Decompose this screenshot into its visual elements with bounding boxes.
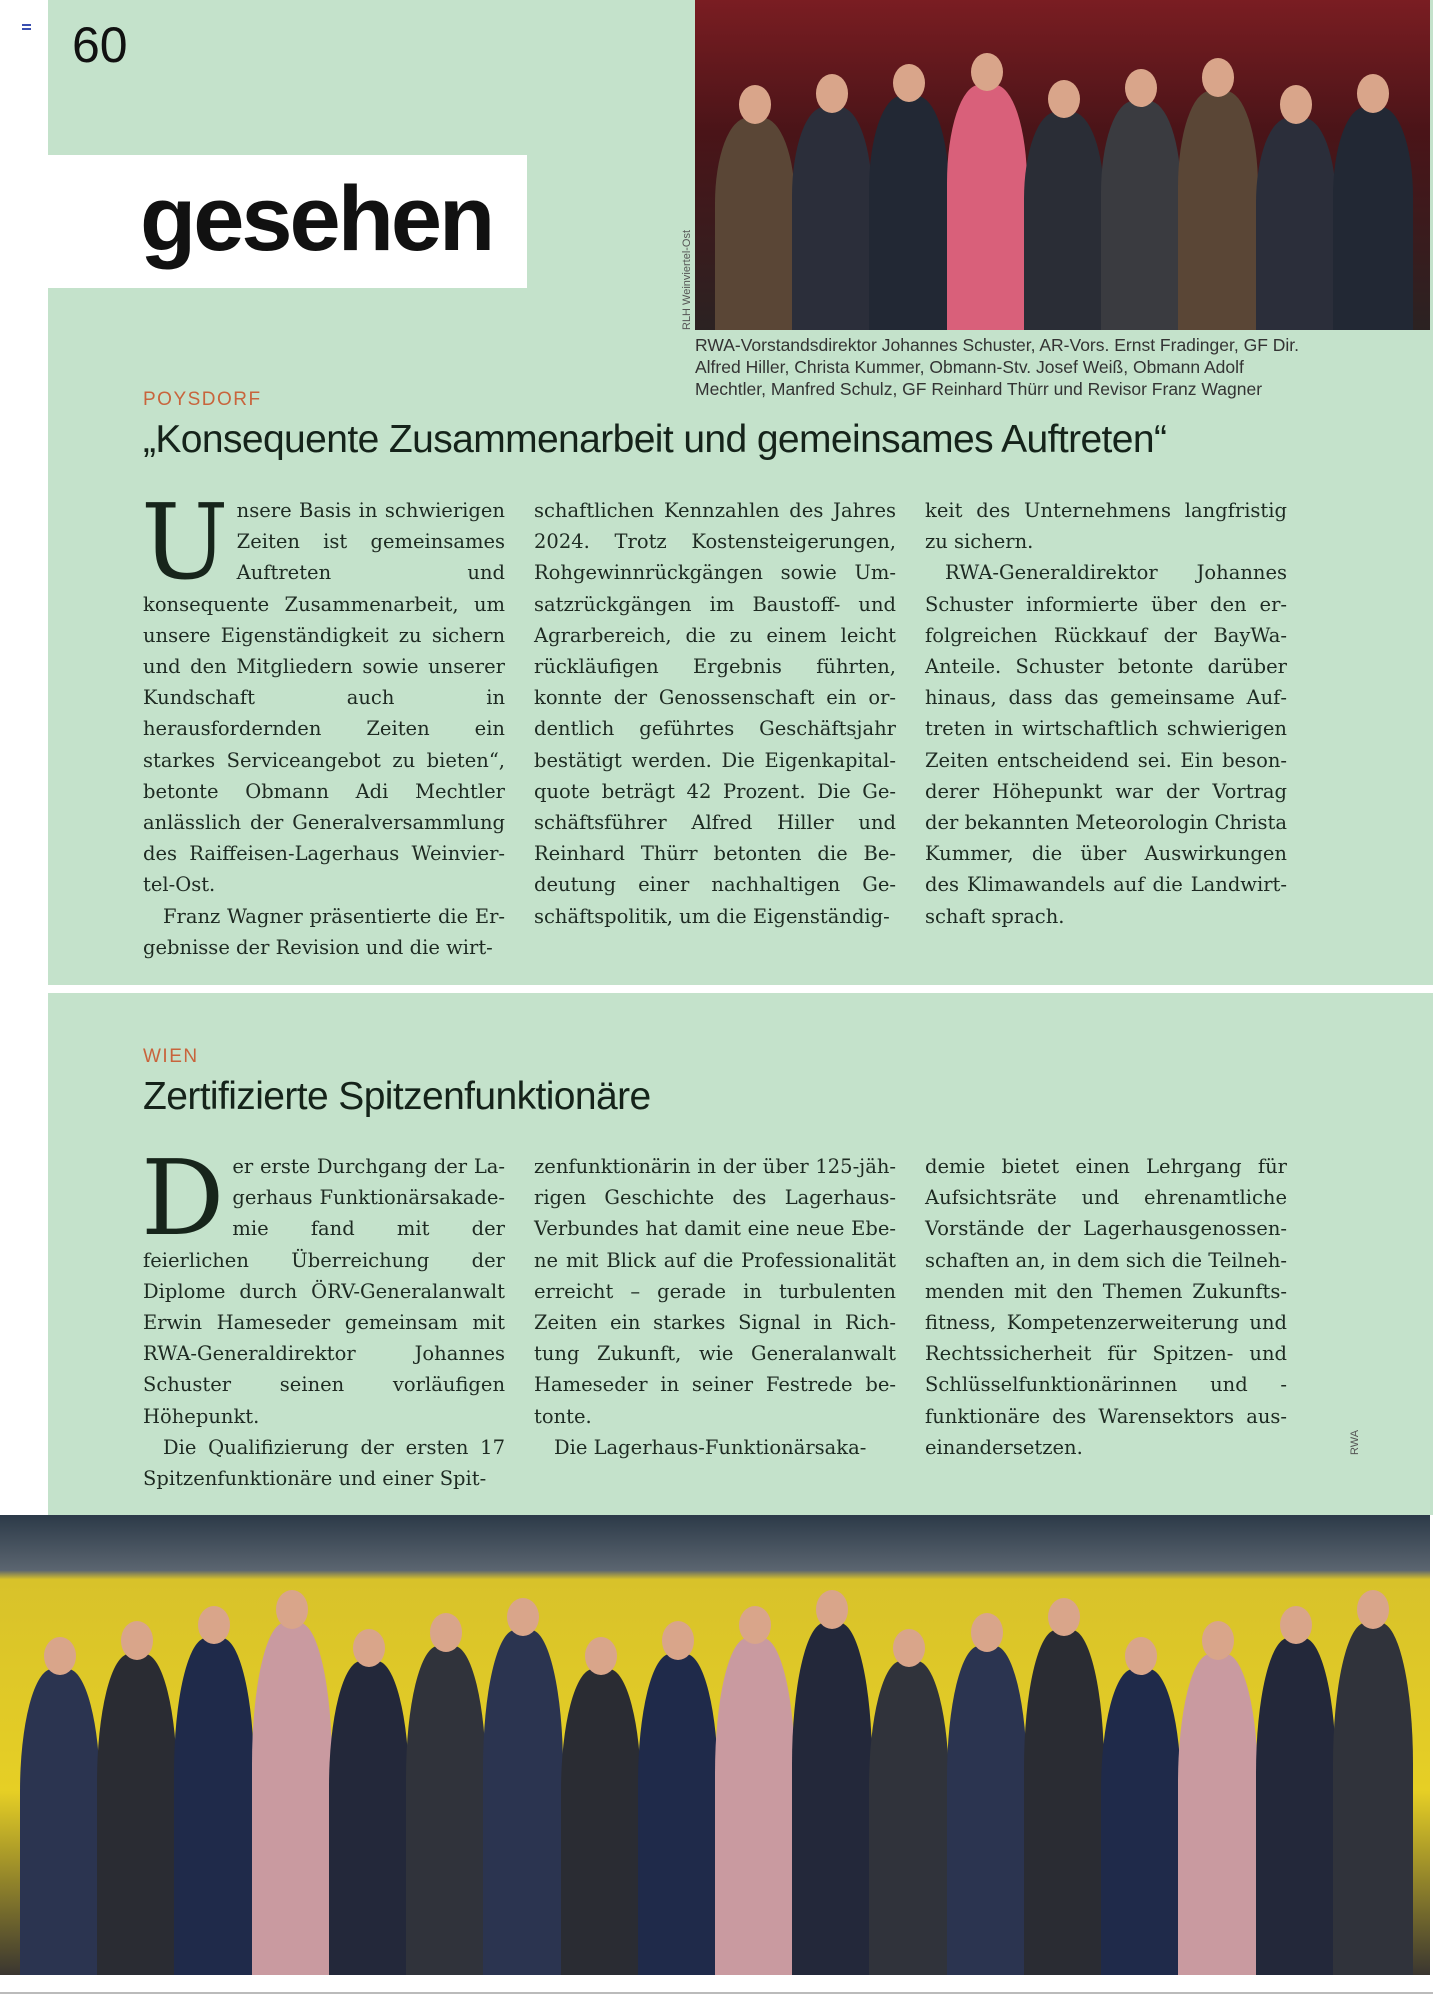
person-head (816, 1590, 848, 1628)
page-number: 60 (72, 17, 128, 73)
article-column-3 (925, 1151, 1287, 1463)
article-column-1 (141, 1137, 505, 1494)
person-figure (638, 1654, 718, 1975)
drop-cap: D (141, 1137, 225, 1259)
person-head (971, 1613, 1003, 1651)
person-figure (1333, 107, 1413, 330)
photo-caption: RWA-Vorstandsdirektor Johannes Schuster, AR-Vors. Ernst Fradinger, GF Dir. Alfred Hiller, Christa Kummer, Obmann-Stv. Josef Weiß, Obmann Adolf Mechtler, Manfred Schulz, GF Reinhard Thürr und Revisor Franz Wagner (695, 335, 1299, 399)
person-head (1202, 58, 1234, 96)
photo-credit: RWA (1349, 1429, 1361, 1455)
paragraph: RWA-Generaldirektor Johannes Schuster informierte über den erfolgreichen Rückkauf der BayWa-Anteile. Schuster betonte darüber hinaus, dass das gemeinsame Auftreten in wirtschaftlich schwierigen Zeiten entscheidend sei. Ein besonderer Höhepunkt war der Vortrag der bekannten Meteorologin Christa Kummer, die über Auswirkungen des Klimawandels auf die Landwirtschaft sprach. (925, 561, 1287, 928)
person-figure (715, 1638, 795, 1975)
person-head (1202, 1621, 1234, 1659)
paragraph: keit des Unternehmens langfristig zu sichern. (925, 499, 1287, 554)
article-headline: „Konsequente Zusammenarbeit und gemeinsames Auftreten“ (143, 418, 1167, 461)
paragraph: er erste Durchgang der Lagerhaus Funktionärsakademie fand mit der feierlichen Überreichung der Diplome durch ÖRV-Generalanwalt Erwin Hameseder gemeinsam mit RWA-Generaldirektor Johannes Schuster seinen vorläufigen Höhepunkt. (143, 1155, 505, 1428)
person-head (585, 1637, 617, 1675)
person-figure (869, 1661, 949, 1975)
person-figure (561, 1669, 641, 1975)
person-head (44, 1637, 76, 1675)
person-figure (97, 1654, 177, 1975)
person-head (816, 74, 848, 112)
person-figure (1178, 1654, 1258, 1975)
paragraph: Die Lagerhaus-Funktionärsaka- (554, 1435, 867, 1459)
person-figure (792, 107, 872, 330)
paragraph: nsere Basis in schwierigen Zeiten ist gemeinsames Auftreten und konsequente Zusammenarbeit, um unsere Eigenständigkeit zu sichern und den Mitgliedern sowie unserer Kundschaft auch in herausfordernden Zeiten ein starkes Serviceangebot zu bieten“, betonte Obmann Adi Mechtler anlässlich der Generalversammlung des Raiffeisen-Lagerhaus Weinviertel-Ost. (143, 499, 505, 897)
person-figure (947, 1646, 1027, 1975)
person-figure (483, 1630, 563, 1975)
person-figure (1101, 101, 1181, 330)
article-headline: Zertifizierte Spitzenfunktionäre (143, 1075, 651, 1118)
person-head (353, 1629, 385, 1667)
person-figure (1256, 1638, 1336, 1975)
person-figure (792, 1623, 872, 1975)
person-figure (1178, 91, 1258, 330)
article-column-2 (534, 495, 896, 932)
person-figure (1101, 1669, 1181, 1975)
article-location: WIEN (143, 1046, 199, 1067)
person-head (1125, 1637, 1157, 1675)
section-title-box (48, 155, 527, 288)
person-figure (1333, 1623, 1413, 1975)
person-figure (174, 1638, 254, 1975)
person-head (430, 1613, 462, 1651)
paragraph: Franz Wagner präsentierte die Ergebnisse der Revision und die wirt- (143, 904, 505, 959)
flag-icon (22, 24, 31, 30)
paragraph: Die Qualifizierung der ersten 17 Spitzenfunktionäre und einer Spit- (143, 1435, 505, 1491)
person-figure (947, 85, 1027, 330)
group-photo-wien (0, 1515, 1430, 1975)
paragraph: schaftlichen Kennzahlen des Jahres 2024. Trotz Kostensteigerungen, Rohgewinnrückgängen sowie Umsatzrückgängen im Baustoff- und Agrarbereich, die zu einem leicht rückläufigen Ergebnis führten, konnte der Genossenschaft ein ordentlich geführtes Geschäftsjahr bestätigt werden. Die Eigenkapitalquote beträgt 42 Prozent. Die Geschäftsführer Alfred Hiller und Reinhard Thürr betonten die Bedeutung einer nachhaltigen Geschäftspolitik, um die Eigenständig- (534, 499, 896, 928)
group-photo-poysdorf (695, 0, 1430, 330)
person-head (1280, 1606, 1312, 1644)
person-head (121, 1621, 153, 1659)
section-title: gesehen (140, 168, 493, 270)
person-head (1280, 85, 1312, 123)
person-figure (715, 118, 795, 331)
article-location: POYSDORF (143, 389, 262, 410)
photo-credit: RLH Weinviertel-Ost (681, 229, 693, 330)
drop-cap: U (141, 481, 229, 603)
article-column-1 (141, 481, 505, 963)
article-column-2 (534, 1151, 896, 1463)
paragraph: zenfunktionärin in der über 125-jährigen Geschichte des Lagerhaus-Verbundes hat damit eine neue Ebene mit Blick auf die Professionalität erreicht – gerade in turbulenten Zeiten ein starkes Signal in Richtung Zukunft, wie Generalanwalt Hameseder in seiner Festrede betonte. (534, 1155, 896, 1428)
person-head (739, 85, 771, 123)
person-figure (20, 1669, 100, 1975)
person-head (739, 1606, 771, 1644)
paragraph: demie bietet einen Lehrgang für Aufsichtsräte und ehrenamtliche Vorstände der Lagerhausgenossenschaften an, in dem sich die Teilnehmenden mit den Themen Zukunftsfitness, Kompetenzerweiterung und Rechtssicherheit für Spitzen- und Schlüsselfunktionärinnen und -funktionäre des Warensektors auseinandersetzen. (925, 1155, 1287, 1459)
article-column-3 (925, 495, 1287, 932)
person-figure (1024, 1630, 1104, 1975)
person-figure (406, 1646, 486, 1975)
divider (48, 985, 1433, 993)
person-head (971, 53, 1003, 91)
person-figure (1256, 118, 1336, 331)
divider (0, 1992, 1433, 1994)
person-head (1048, 1598, 1080, 1636)
person-head (1048, 80, 1080, 118)
person-head (276, 1590, 308, 1628)
person-figure (329, 1661, 409, 1975)
person-head (1357, 1590, 1389, 1628)
person-head (1357, 74, 1389, 112)
person-head (662, 1621, 694, 1659)
person-figure (1024, 112, 1104, 330)
person-figure (869, 96, 949, 330)
person-figure (252, 1623, 332, 1975)
